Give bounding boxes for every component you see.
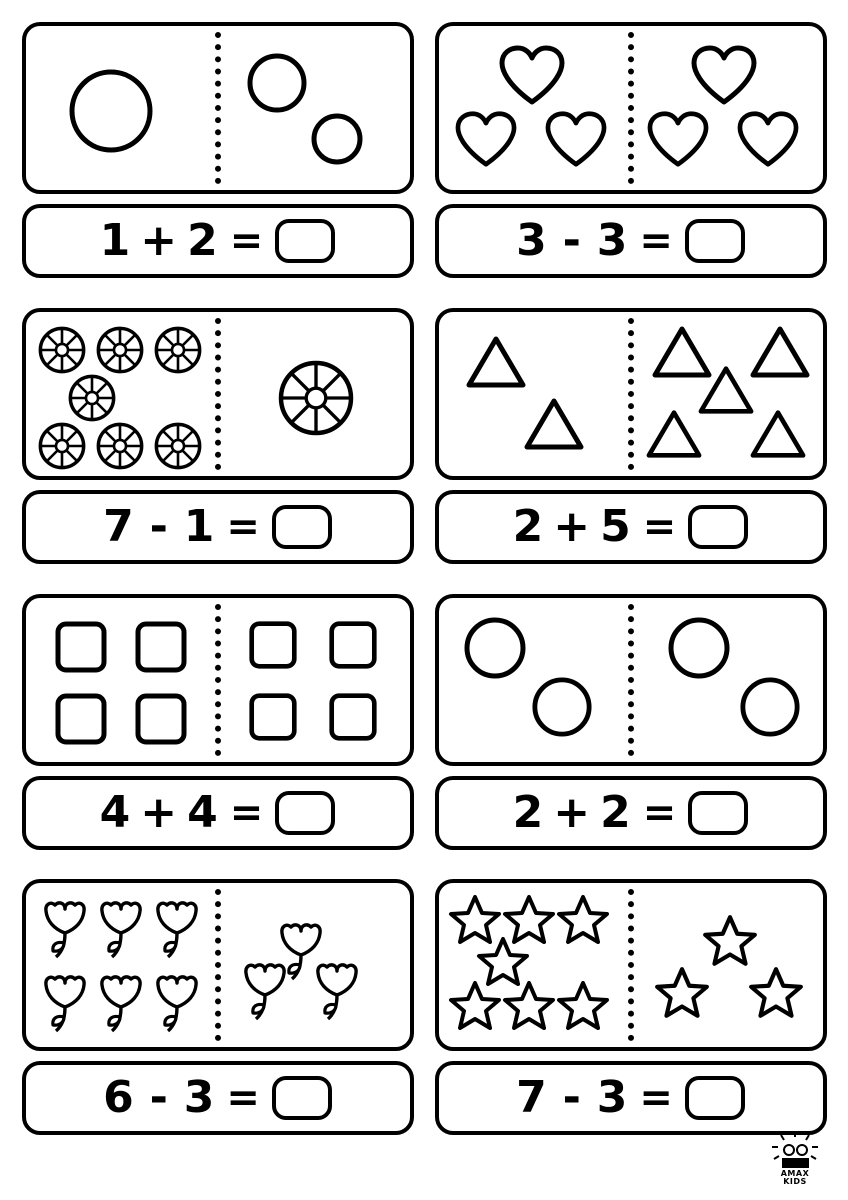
equals-sign: = [642, 503, 677, 550]
flower-icon [94, 420, 146, 472]
tulip-icon [152, 973, 202, 1035]
flower-icon [94, 324, 146, 376]
heart-icon [645, 110, 711, 168]
flower-icon [274, 356, 358, 440]
picture-half-right [218, 26, 410, 190]
circle-icon [463, 616, 527, 680]
problem-cell [18, 308, 417, 586]
problem-grid [18, 22, 830, 1157]
picture-box [435, 22, 827, 194]
star-icon [701, 913, 759, 969]
equals-sign: = [229, 789, 264, 836]
picture-half-left [439, 312, 631, 476]
equals-sign: = [639, 1075, 673, 1122]
heart-icon [543, 110, 609, 168]
equation-box [22, 1061, 414, 1135]
sun-child-logo-icon [769, 1130, 821, 1170]
star-icon [447, 979, 503, 1033]
triangle-icon [465, 334, 527, 390]
square-icon [248, 692, 298, 742]
answer-box[interactable] [272, 505, 332, 549]
picture-half-right [218, 312, 410, 476]
equation-operator: + [553, 786, 591, 838]
tulip-icon [312, 961, 362, 1023]
equation-first-term: 2 [512, 500, 544, 552]
heart-icon [689, 44, 759, 106]
heart-icon [453, 110, 519, 168]
tulip-icon [96, 899, 146, 961]
picture-box [435, 594, 827, 766]
picture-box [435, 879, 827, 1051]
equation-operator: + [140, 786, 178, 838]
circle-icon [739, 676, 801, 738]
tulip-icon [152, 899, 202, 961]
equals-sign: = [226, 1075, 260, 1122]
equation-operator: - [562, 215, 581, 266]
tulip-icon [40, 973, 90, 1035]
square-icon [328, 692, 378, 742]
triangle-icon [697, 364, 755, 416]
equation-box [22, 204, 414, 278]
picture-box [22, 879, 414, 1051]
equation-operator: + [553, 500, 591, 552]
brand-logo [766, 1124, 824, 1186]
heart-icon [735, 110, 801, 168]
circle-icon [68, 68, 154, 154]
problem-cell [431, 594, 830, 872]
logo-line1: AMAX [780, 1169, 810, 1178]
equation-second-term: 2 [600, 786, 631, 838]
equation-box [435, 776, 827, 850]
square-icon [328, 620, 378, 670]
equals-sign: = [639, 218, 673, 264]
flower-icon [36, 324, 88, 376]
equation-second-term: 4 [187, 786, 218, 838]
picture-half-left [439, 883, 631, 1047]
tulip-icon [96, 973, 146, 1035]
problem-cell [431, 308, 830, 586]
tulip-icon [40, 899, 90, 961]
problem-cell [431, 879, 830, 1157]
star-icon [555, 979, 611, 1033]
equation-second-term: 3 [596, 215, 628, 266]
equation-operator: + [140, 215, 178, 266]
answer-box[interactable] [688, 505, 748, 549]
picture-box [22, 22, 414, 194]
equation-first-term: 7 [516, 1072, 547, 1124]
picture-half-left [439, 598, 631, 762]
square-icon [134, 692, 188, 746]
equation-first-term: 2 [512, 786, 544, 838]
circle-icon [667, 616, 731, 680]
equation-first-term: 3 [516, 215, 547, 266]
equation-first-term: 4 [99, 786, 131, 838]
triangle-icon [523, 396, 585, 452]
equation-first-term: 6 [103, 1072, 134, 1124]
problem-cell [18, 22, 417, 300]
flower-icon [66, 372, 118, 424]
picture-half-left [26, 598, 218, 762]
heart-icon [497, 44, 567, 106]
picture-box [435, 308, 827, 480]
picture-half-left [26, 883, 218, 1047]
answer-box[interactable] [275, 791, 335, 835]
picture-half-right [218, 598, 410, 762]
problem-cell [18, 879, 417, 1157]
equation-operator: - [562, 1072, 581, 1124]
flower-icon [152, 420, 204, 472]
star-icon [555, 893, 611, 947]
equation-operator: - [149, 1072, 168, 1124]
equation-first-term: 7 [103, 500, 134, 552]
answer-box[interactable] [685, 1076, 745, 1120]
picture-half-right [631, 26, 823, 190]
equation-operator: - [149, 500, 168, 552]
equation-second-term: 5 [600, 500, 631, 552]
star-icon [747, 965, 805, 1021]
equals-sign: = [642, 789, 677, 836]
problem-cell [431, 22, 830, 300]
triangle-icon [749, 324, 811, 380]
equation-box [435, 490, 827, 564]
problem-cell [18, 594, 417, 872]
picture-half-right [218, 883, 410, 1047]
square-icon [248, 620, 298, 670]
triangle-icon [645, 408, 703, 460]
square-icon [54, 692, 108, 746]
equation-first-term: 1 [99, 215, 131, 266]
picture-half-left [26, 26, 218, 190]
circle-icon [310, 112, 364, 166]
picture-half-left [26, 312, 218, 476]
picture-half-right [631, 312, 823, 476]
picture-half-right [631, 883, 823, 1047]
equation-box [22, 776, 414, 850]
flower-icon [36, 420, 88, 472]
answer-box[interactable] [688, 791, 748, 835]
answer-box[interactable] [275, 219, 335, 263]
equation-second-term: 2 [187, 215, 218, 266]
tulip-icon [240, 961, 290, 1023]
square-icon [54, 620, 108, 674]
equation-second-term: 3 [596, 1072, 628, 1124]
answer-box[interactable] [272, 1076, 332, 1120]
answer-box[interactable] [685, 219, 745, 263]
equation-second-term: 1 [183, 500, 215, 552]
circle-icon [531, 676, 593, 738]
equation-second-term: 3 [183, 1072, 215, 1124]
equation-box [435, 204, 827, 278]
circle-icon [246, 52, 308, 114]
logo-line2: KIDS [783, 1177, 807, 1186]
picture-half-left [439, 26, 631, 190]
picture-box [22, 594, 414, 766]
square-icon [134, 620, 188, 674]
equals-sign: = [229, 218, 264, 264]
star-icon [501, 979, 557, 1033]
star-icon [653, 965, 711, 1021]
flower-icon [152, 324, 204, 376]
equation-box [22, 490, 414, 564]
triangle-icon [749, 408, 807, 460]
picture-box [22, 308, 414, 480]
picture-half-right [631, 598, 823, 762]
equals-sign: = [226, 503, 260, 550]
